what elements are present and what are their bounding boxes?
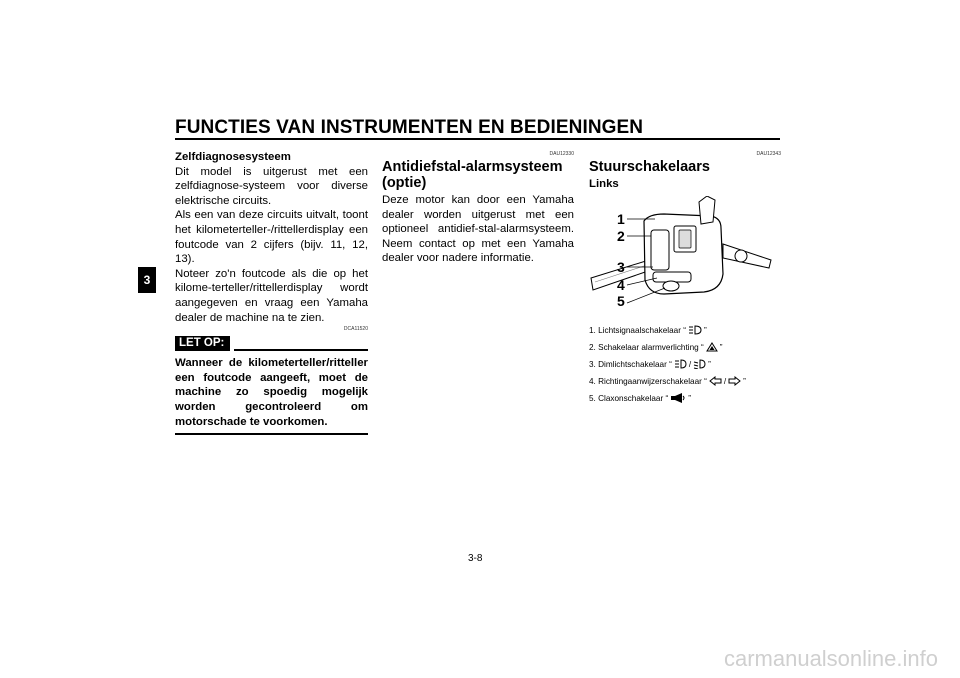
callout-3: 3 xyxy=(617,258,625,275)
horn-icon xyxy=(670,393,686,403)
paragraph: Als een van deze circuits uitvalt, toont het kilometerteller-/rittellerdisplay een foutcode van 2 cijfers (bijv. 11, 12, 13). xyxy=(175,209,368,266)
callout-2: 2 xyxy=(617,227,625,244)
callout-1: 1 xyxy=(617,210,625,227)
turn-right-icon xyxy=(728,376,741,386)
chapter-tab: 3 xyxy=(138,267,156,293)
paragraph: Noteer zo'n foutcode als die op het kilome-terteller/rittellerdisplay wordt aangegeven en vraag een Yamaha dealer de machine na te zien. xyxy=(175,267,368,324)
notice-header xyxy=(175,336,368,351)
high-beam-icon xyxy=(688,325,702,335)
turn-left-icon xyxy=(709,376,722,386)
handlebar-drawing xyxy=(589,196,779,306)
header-rule xyxy=(175,138,780,140)
notice-label: LET OP: xyxy=(175,336,230,351)
section-heading-alarm: Antidiefstal-alarmsysteem (optie) xyxy=(382,159,563,191)
column-self-diagnosis xyxy=(175,150,368,435)
paragraph: Deze motor kan door een Yamaha dealer worden uitgerust met een optioneel antidief-stal-alarmsysteem. Neem contact op met een Yamaha dealer voor nadere informatie. xyxy=(382,194,574,265)
legend-item: 3. Dimlichtschakelaar “ / ” xyxy=(589,359,711,369)
paragraph: Dit model is uitgerust met een zelfdiagnose-systeem voor diverse elektrische circuits. xyxy=(175,165,368,207)
callout-4: 4 xyxy=(617,276,625,293)
section-heading-self-diagnosis: Zelfdiagnosesysteem xyxy=(175,151,291,163)
section-heading-handlebar-switches: Stuurschakelaars xyxy=(589,159,710,175)
subheading-left: Links xyxy=(589,178,619,190)
watermark: carmanualsonline.info xyxy=(723,646,938,671)
notice-text: Wanneer de kilometerteller/ritteller een foutcode aangeeft, moet de machine zo spoedig mogelijk worden gecontroleerd om motorschade te voorkomen. xyxy=(175,356,368,435)
notice-rule xyxy=(234,349,368,351)
high-low-beam-icon xyxy=(674,359,687,369)
legend-item: 5. Claxonschakelaar “ ” xyxy=(589,393,691,403)
handlebar-switch-illustration xyxy=(589,196,779,306)
callout-5: 5 xyxy=(617,292,625,306)
low-beam-icon xyxy=(693,359,706,369)
legend-item: 1. Lichtsignaalschakelaar “ ” xyxy=(589,325,707,335)
reference-code: DAU12330 xyxy=(549,151,574,157)
column-handlebar-switches xyxy=(589,150,781,407)
page-header-title: FUNCTIES VAN INSTRUMENTEN EN BEDIENINGEN xyxy=(175,117,644,138)
legend-item: 4. Richtingaanwijzerschakelaar “ / ” xyxy=(589,376,746,386)
reference-code: DCA11520 xyxy=(343,326,368,333)
reference-code: DAU12343 xyxy=(756,151,781,157)
column-alarm xyxy=(382,150,574,266)
page-number: 3-8 xyxy=(468,553,483,564)
legend-item: 2. Schakelaar alarmverlichting “ ” xyxy=(589,342,723,352)
switch-legend xyxy=(589,322,781,407)
hazard-icon xyxy=(706,342,718,352)
